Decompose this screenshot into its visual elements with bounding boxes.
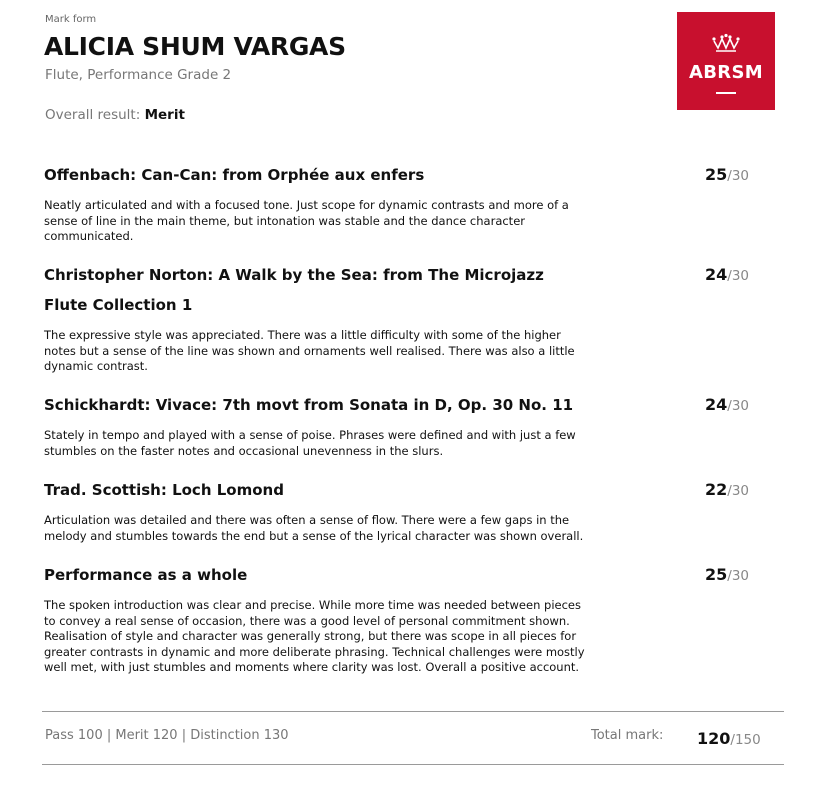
footer-bottom-divider	[42, 764, 784, 765]
total-mark-max: /150	[730, 732, 761, 748]
piece-mark	[705, 475, 749, 506]
mark-max: /30	[727, 568, 749, 584]
piece-section	[44, 390, 764, 459]
mark-max: /30	[727, 268, 749, 284]
piece-title: Offenbach: Can-Can: from Orphée aux enfers	[44, 166, 425, 184]
mark-value: 24	[705, 265, 728, 284]
total-mark-value: 120	[697, 729, 731, 748]
piece-title: Trad. Scottish: Loch Lomond	[44, 481, 284, 499]
piece-comment: The spoken introduction was clear and precise. While more time was needed between pieces to convey a real sense of occasion, there was a good level of personal commitment shown. Realisation of style and character was generally strong, but there was scope in all pieces for greater contrasts in dynamic and more deliberate phrasing. Technical challenges were mostly well met, with just stumbles and moments where clarity was lost. Overall a positive account.	[44, 598, 585, 674]
piece-title: Performance as a whole	[44, 566, 248, 584]
piece-section	[44, 260, 764, 375]
mark-max: /30	[727, 168, 749, 184]
piece-title: Schickhardt: Vivace: 7th movt from Sonata in D, Op. 30 No. 11	[44, 396, 574, 414]
mark-max: /30	[727, 483, 749, 499]
piece-comment: Articulation was detailed and there was often a sense of flow. There were a few gaps in the melody and stumbles towards the end but a sense of the lyrical character was shown overall.	[44, 513, 584, 543]
piece-section	[44, 475, 764, 544]
mark-value: 25	[705, 565, 728, 584]
piece-comment: Neatly articulated and with a focused tone. Just scope for dynamic contrasts and more of a sense of line in the main theme, but intonation was stable and the dance character communicated.	[44, 198, 569, 243]
piece-section	[44, 560, 764, 676]
total-mark-label: Total mark:	[591, 728, 664, 743]
piece-comment: The expressive style was appreciated. There was a little difficulty with some of the higher notes but a sense of the line was shown and ornaments well realised. There was also a little dynamic contrast.	[44, 328, 575, 373]
mark-max: /30	[727, 398, 749, 414]
abrsm-logo	[677, 12, 775, 110]
logo-text: ABRSM	[689, 62, 763, 83]
overall-result-value: Merit	[144, 107, 185, 123]
total-mark	[697, 729, 761, 748]
exam-subtitle: Flute, Performance Grade 2	[45, 67, 232, 83]
piece-mark	[705, 160, 749, 191]
eyebrow-label: Mark form	[45, 14, 97, 25]
logo-underline	[716, 92, 736, 94]
piece-section	[44, 160, 764, 245]
overall-result	[45, 107, 185, 123]
grade-thresholds: Pass 100 | Merit 120 | Distinction 130	[45, 728, 289, 743]
piece-mark	[705, 390, 749, 421]
piece-mark	[705, 260, 749, 291]
footer-top-divider	[42, 711, 784, 712]
mark-value: 24	[705, 395, 728, 414]
overall-result-label: Overall result:	[45, 107, 141, 123]
candidate-name: ALICIA SHUM VARGAS	[44, 32, 346, 61]
mark-value: 25	[705, 165, 728, 184]
piece-comment: Stately in tempo and played with a sense of poise. Phrases were defined and with just a few stumbles on the faster notes and occasional unevenness in the slurs.	[44, 428, 576, 458]
crown-icon	[711, 33, 741, 55]
piece-title: Christopher Norton: A Walk by the Sea: from The Microjazz Flute Collection 1	[44, 266, 544, 314]
piece-mark	[705, 560, 749, 591]
mark-value: 22	[705, 480, 728, 499]
